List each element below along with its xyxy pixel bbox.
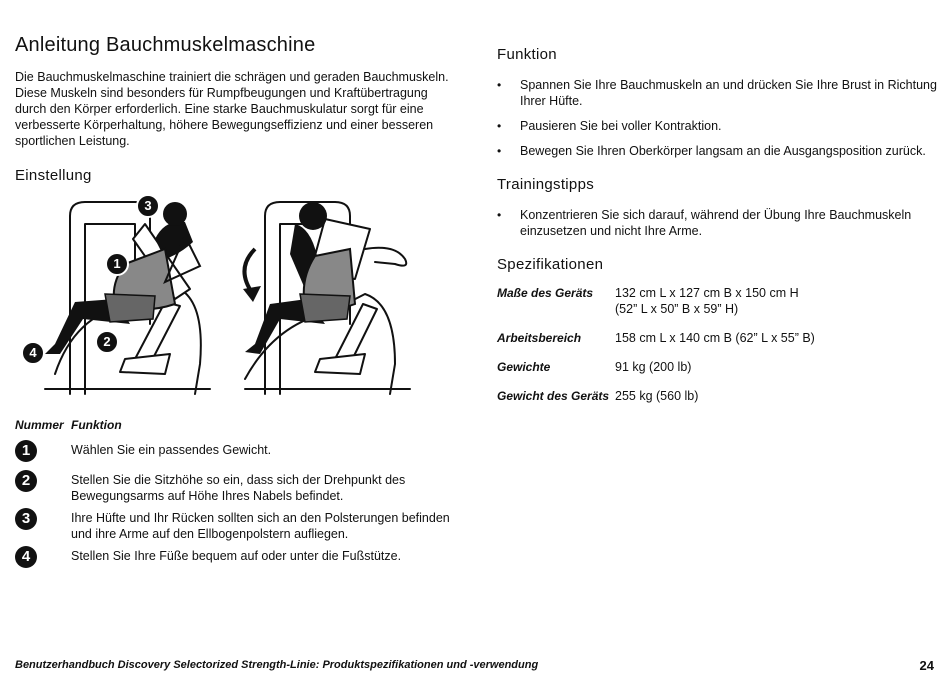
row-text: Ihre Hüfte und Ihr Rücken sollten sich an den Polsterungen befinden und ihre Arme auf den Ellbogenpolstern aufliegen.	[71, 511, 450, 541]
row-number-badge: 3	[15, 508, 37, 530]
row-text: Stellen Sie Ihre Füße bequem auf oder unter die Fußstütze.	[71, 549, 402, 563]
tips-list	[497, 207, 937, 239]
specs-table	[497, 285, 815, 417]
row-number-badge: 4	[15, 546, 37, 568]
callout-4: 4	[21, 341, 45, 365]
machine-illustration-svg	[15, 194, 415, 404]
spec-value: 91 kg (200 lb)	[615, 360, 692, 374]
left-column	[15, 34, 455, 404]
bullet-icon: •	[497, 119, 502, 133]
table-row	[497, 359, 815, 388]
list-item: • Spannen Sie Ihre Bauchmuskeln an und drücken Sie Ihre Brust in Richtung Ihrer Hüfte.	[497, 78, 937, 108]
callout-1: 1	[105, 252, 129, 276]
spec-key: Arbeitsbereich	[497, 331, 582, 345]
row-number-badge: 1	[15, 440, 37, 462]
list-item: • Pausieren Sie bei voller Kontraktion.	[497, 119, 722, 133]
function-heading: Funktion	[497, 46, 557, 63]
list-item: • Bewegen Sie Ihren Oberkörper langsam an die Ausgangsposition zurück.	[497, 144, 926, 158]
table-row	[497, 388, 815, 417]
callout-2: 2	[95, 330, 119, 354]
machine-illustration	[15, 194, 415, 404]
intro-paragraph: Die Bauchmuskelmaschine trainiert die schrägen und geraden Bauchmuskeln. Diese Muskeln sind besonders für Rumpfbeugungen und Kraftübertragung durch den Körper erforderlich. Eine starke Bauchmuskulatur sorgt für eine verbesserte Körperhaltung, höhere Bewegungseffizienz und einer besseren sportlichen Leistung.	[15, 70, 449, 148]
footer-text: Benutzerhandbuch Discovery Selectorized Strength-Linie: Produktspezifikationen und -verwendung	[15, 659, 539, 671]
setup-table-header	[15, 418, 122, 432]
row-text: Wählen Sie ein passendes Gewicht.	[71, 443, 272, 457]
spec-key: Maße des Geräts	[497, 286, 594, 300]
callout-3: 3	[136, 194, 160, 218]
header-number: Nummer	[15, 418, 64, 432]
specs-heading: Spezifikationen	[497, 256, 604, 273]
page-title: Anleitung Bauchmuskelmaschine	[15, 34, 316, 56]
setup-heading: Einstellung	[15, 167, 92, 184]
function-list	[497, 77, 937, 159]
spec-value: 132 cm L x 127 cm B x 150 cm H (52” L x 50” B x 59” H)	[615, 286, 799, 316]
table-row	[497, 330, 815, 359]
row-text: Stellen Sie die Sitzhöhe so ein, dass sich der Drehpunkt des Bewegungsarms auf Höhe Ihres Nabels befindet.	[71, 473, 406, 503]
bullet-icon: •	[497, 78, 502, 92]
page-number: 24	[919, 658, 934, 673]
bullet-icon: •	[497, 144, 502, 158]
spec-value: 255 kg (560 lb)	[615, 389, 699, 403]
spec-key: Gewichte	[497, 360, 551, 374]
bullet-icon: •	[497, 208, 502, 222]
tips-heading: Trainingstipps	[497, 176, 595, 193]
row-number-badge: 2	[15, 470, 37, 492]
spec-key: Gewicht des Geräts	[497, 389, 610, 403]
table-row	[497, 285, 815, 330]
spec-value: 158 cm L x 140 cm B (62” L x 55” B)	[615, 331, 815, 345]
header-function: Funktion	[71, 418, 122, 432]
list-item: • Konzentrieren Sie sich darauf, während der Übung Ihre Bauchmuskeln einzusetzen und nicht Ihre Arme.	[497, 208, 912, 238]
right-column	[497, 46, 937, 417]
